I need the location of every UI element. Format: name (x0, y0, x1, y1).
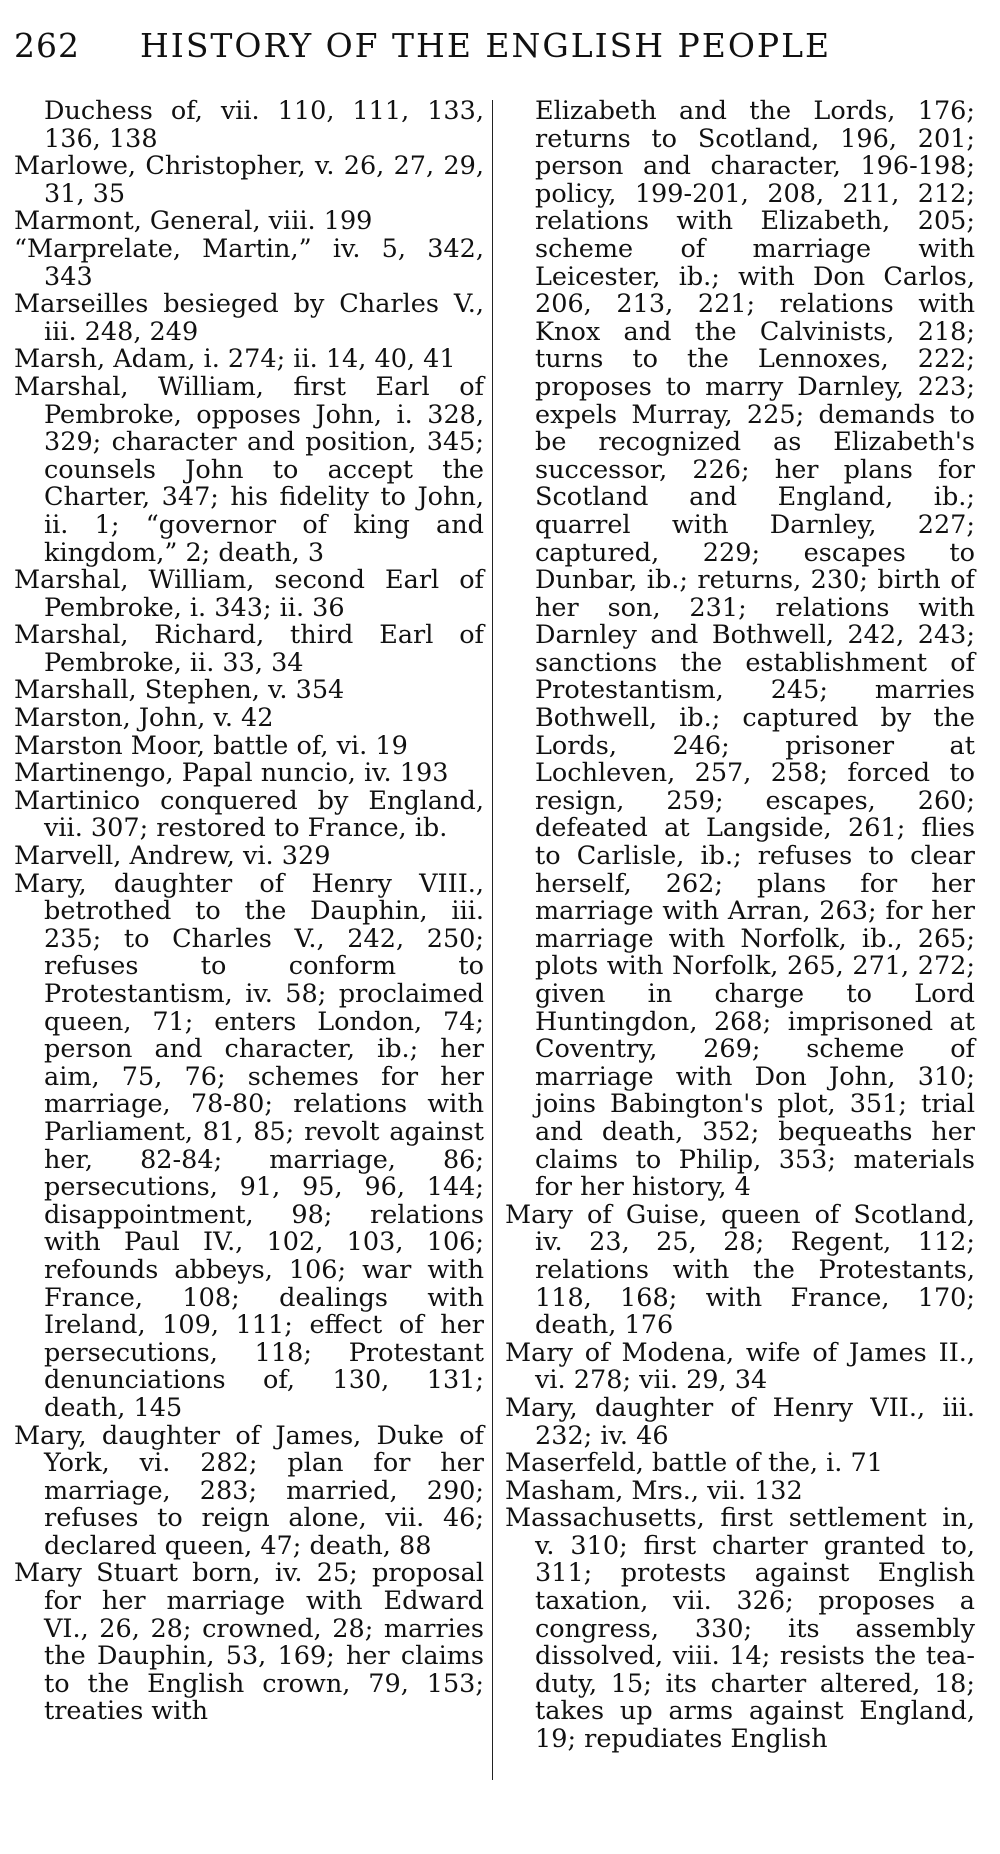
index-entry: “Marprelate, Martin,” iv. 5, 342, 343 (14, 233, 484, 292)
index-entry: Marshal, William, second Earl of Pembroke, i. 343; ii. 36 (14, 565, 484, 623)
index-entry: Elizabeth and the Lords, 176; returns to Scotland, 196, 201; person and character, 196-198; policy, 199-201, 208, 211, 212; relations with Elizabeth, 205; scheme of marriage with Leicester, ib.; with Don Carlos, 206, 213, 221; relations with Knox and the Calvinists, 218; turns to the Lennoxes, 222; proposes to marry Darnley, 223; expels Murray, 225; demands to be recognized as Elizabeth's successor, 226; her plans for Scotland and England, ib.; quarrel with Darnley, 227; captured, 229; escapes to Dunbar, ib.; returns, 230; birth of her son, 231; relations with Darnley and Bothwell, 242, 243; sanctions the establishment of Protestantism, 245; marries Bothwell, ib.; captured by the Lords, 246; prisoner at Lochleven, 257, 258; forced to resign, 259; escapes, 260; defeated at Langside, 261; flies to Carlisle, ib.; refuses to clear herself, 262; plans for her marriage with Arran, 263; for her marriage with Norfolk, ib., 265; plots with Norfolk, 265, 271, 272; given in charge to Lord Huntingdon, 268; imprisoned at Coventry, 269; scheme of marriage with Don John, 310; joins Babington's plot, 351; trial and death, 352; bequeaths her claims to Philip, 353; materials for her history, 4 (535, 96, 975, 1203)
index-entry: Marseilles besieged by Charles V., iii. 248, 249 (14, 289, 484, 347)
index-entry: Marsh, Adam, i. 274; ii. 14, 40, 41 (14, 344, 456, 375)
index-entry: Mary, daughter of Henry VII., iii. 232; iv. 46 (505, 1392, 975, 1451)
index-entry: Marlowe, Christopher, v. 26, 27, 29, 31, 35 (14, 151, 484, 209)
page-number: 262 (14, 25, 80, 65)
index-entry: Mary, daughter of Henry VIII., betrothed to the Dauphin, iii. 235; to Charles V., 242, 250; refuses to conform to Protestantism, iv. 58; proclaimed queen, 71; enters London, 74; person and character, ib.; her aim, 75, 76; schemes for her marriage, 78-80; relations with Parliament, 81, 85; revolt against her, 82-84; marriage, 86; persecutions, 91, 95, 96, 144; disappointment, 98; relations with Paul IV., 102, 103, 106; refounds abbeys, 106; war with France, 108; dealings with Ireland, 109, 111; effect of her persecutions, 118; Protestant denunciations of, 130, 131; death, 145 (14, 868, 484, 1423)
index-entry: Marston Moor, battle of, vi. 19 (14, 730, 408, 761)
page-header (14, 20, 974, 70)
page-title: HISTORY OF THE ENGLISH PEOPLE (140, 25, 832, 65)
index-entry: Mary Stuart born, iv. 25; proposal for her marriage with Edward VI., 26, 28; crowned, 28; marries the Dauphin, 53, 169; her claims to the English crown, 79, 153; treaties with (14, 1558, 484, 1727)
index-entry: Mary of Modena, wife of James II., vi. 278; vii. 29, 34 (505, 1337, 975, 1396)
index-entry: Masham, Mrs., vii. 132 (505, 1475, 803, 1506)
index-entry: Duchess of, vii. 110, 111, 133, 136, 138 (44, 96, 484, 154)
index-column-right (505, 98, 975, 1754)
index-entry: Mary, daughter of James, Duke of York, vi. 282; plan for her marriage, 283; married, 290; refuses to reign alone, vii. 46; declared queen, 47; death, 88 (14, 1420, 484, 1561)
column-divider (492, 100, 493, 1780)
index-entry: Mary of Guise, queen of Scotland, iv. 23, 25, 28; Regent, 112; relations with the Protestants, 118, 168; with France, 170; death, 176 (505, 1199, 975, 1341)
index-column-left (14, 98, 484, 1726)
index-entry: Marshal, William, first Earl of Pembroke, opposes John, i. 328, 329; character and position, 345; counsels John to accept the Charter, 347; his fidelity to John, ii. 1; “governor of king and kingdom,” 2; death, 3 (14, 371, 484, 568)
index-entry: Marvell, Andrew, vi. 329 (14, 841, 331, 872)
index-entry: Massachusetts, first settlement in, v. 310; first charter granted to, 311; protests against English taxation, vii. 326; proposes a congress, 330; its assembly dissolved, viii. 14; resists the tea-duty, 15; its charter altered, 18; takes up arms against England, 19; repudiates English (505, 1503, 975, 1755)
index-entry: Martinengo, Papal nuncio, iv. 193 (14, 758, 449, 789)
index-entry: Maserfeld, battle of the, i. 71 (505, 1448, 883, 1479)
index-entry: Marmont, General, viii. 199 (14, 206, 373, 237)
index-entry: Marshall, Stephen, v. 354 (14, 675, 345, 706)
index-entry: Martinico conquered by England, vii. 307; restored to France, ib. (14, 785, 484, 844)
index-entry: Marston, John, v. 42 (14, 703, 274, 734)
index-entry: Marshal, Richard, third Earl of Pembroke, ii. 33, 34 (14, 620, 484, 678)
